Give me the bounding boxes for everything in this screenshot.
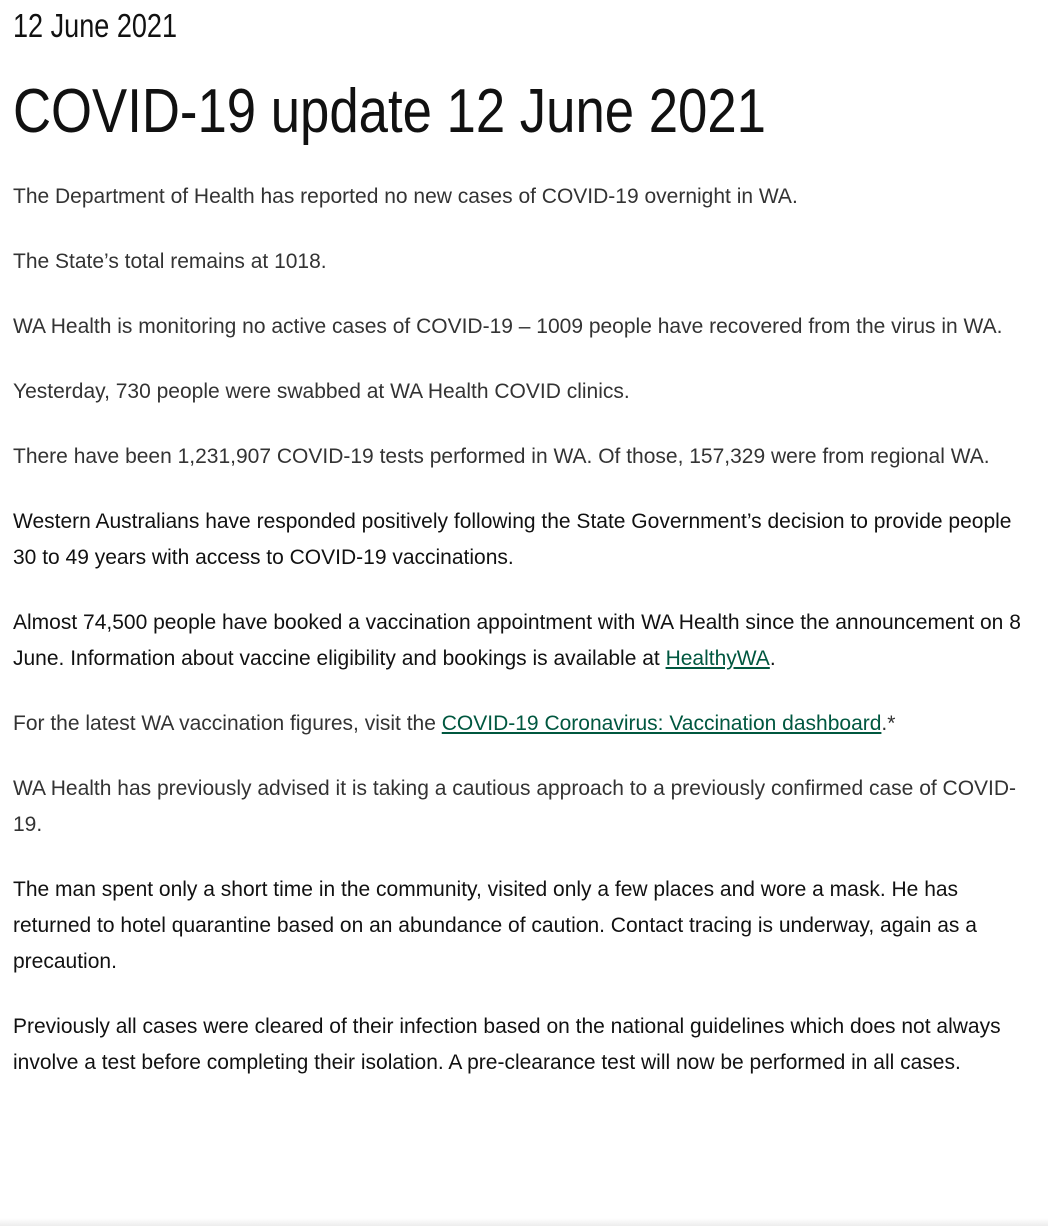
paragraph-community-visit: The man spent only a short time in the community, visited only a few places and wore a mask. He has returned to hotel quarantine based on an abundance of caution. Contact tracing is underway, again as a precaution. (13, 878, 977, 973)
paragraph-new-cases: The Department of Health has reported no new cases of COVID-19 overnight in WA. (13, 185, 798, 208)
paragraph-vaccination-figures (13, 706, 1038, 742)
paragraph-swabbed: Yesterday, 730 people were swabbed at WA Health COVID clinics. (13, 380, 630, 403)
page-title: COVID-19 update 12 June 2021 (13, 77, 766, 146)
article (13, 0, 1038, 1081)
figures-end: .* (881, 712, 896, 735)
bookings-end: . (769, 647, 776, 670)
bookings-text: Almost 74,500 people have booked a vaccination appointment with WA Health since the announcement on 8 June. Information about vaccine eligibility and bookings is available at (13, 611, 1021, 670)
paragraph-state-total: The State’s total remains at 1018. (13, 250, 327, 273)
paragraph-cautious-approach: WA Health has previously advised it is taking a cautious approach to a previously confirmed case of COVID-19. (13, 777, 1017, 836)
paragraph-bookings (13, 605, 1038, 677)
paragraph-active-cases: WA Health is monitoring no active cases of COVID-19 – 1009 people have recovered from the virus in WA. (13, 315, 1003, 338)
figures-text: For the latest WA vaccination figures, visit the (13, 712, 442, 735)
paragraph-clearance: Previously all cases were cleared of their infection based on the national guidelines which does not always involve a test before completing their isolation. A pre-clearance test will now be performed in all cases. (13, 1015, 1001, 1074)
bottom-fade (0, 1218, 1048, 1226)
article-date: 12 June 2021 (13, 7, 178, 44)
paragraph-tests: There have been 1,231,907 COVID-19 tests performed in WA. Of those, 157,329 were from regional WA. (13, 445, 990, 468)
vaccination-dashboard-link[interactable]: COVID-19 Coronavirus: Vaccination dashboard (441, 712, 882, 735)
paragraph-vaccination-decision: Western Australians have responded positively following the State Government’s decision to provide people 30 to 49 years with access to COVID-19 vaccinations. (13, 510, 1012, 569)
healthywa-link[interactable]: HealthyWA (665, 647, 770, 670)
